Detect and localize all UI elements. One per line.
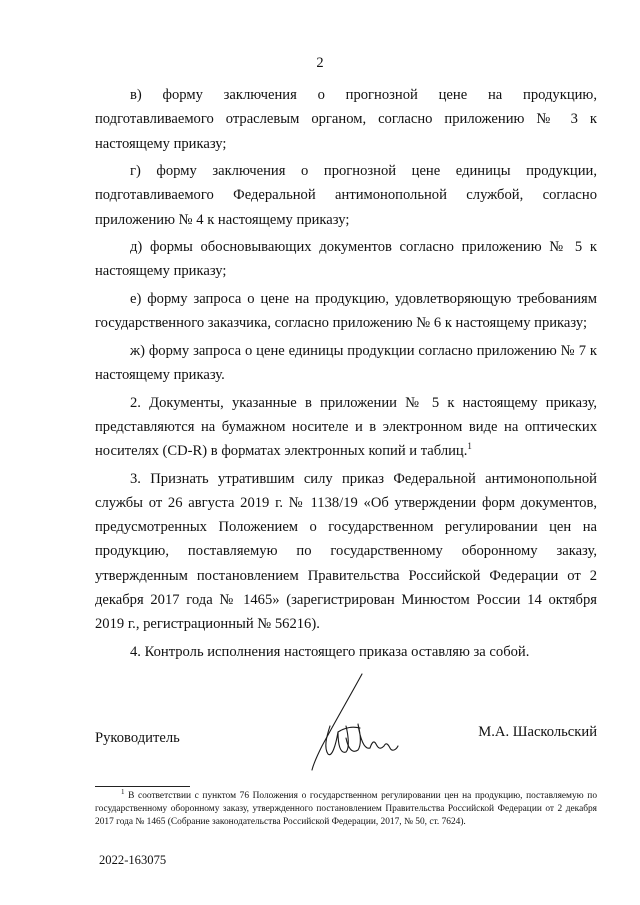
footnote-divider — [95, 786, 190, 787]
footnote — [95, 787, 598, 828]
footnote-marker: 1 — [121, 787, 125, 796]
paragraph-item-g: г) форму заключения о прогнозной цене единицы продукции, подготавливаемого Федеральной антимонопольной службой, согласно приложению № 4 к настоящему приказу; — [95, 163, 597, 228]
signature-block — [95, 724, 597, 760]
paragraph-item-v: в) форму заключения о прогнозной цене на продукцию, подготавливаемого отраслевым органом, согласно приложению № 3 к настоящему приказу; — [95, 87, 597, 152]
document-body — [95, 83, 597, 667]
footnote-text: В соответствии с пунктом 76 Положения о государственном регулировании цен на продукцию, поставляемую по государственному оборонному заказу, утвержденного постановлением Правительства Российской Федерации от 2 декабря 2017 года № 1465 (Собрание законодательства Российской Федерации, 2017, № 50, ст. 7624). — [95, 791, 598, 827]
document-code: 2022-163075 — [99, 853, 167, 867]
page-number: 2 — [316, 55, 324, 71]
signatory-title: Руководитель — [95, 730, 180, 746]
paragraph-item-zh: ж) форму запроса о цене единицы продукции согласно приложению № 7 к настоящему приказу. — [95, 342, 597, 384]
paragraph-clause-2-text: 2. Документы, указанные в приложении № 5 к настоящему приказу, представляются на бумажном носителе и в электронном виде на оптических носителях (CD-R) в форматах электронных копий и таблиц. — [95, 394, 597, 460]
paragraph-clause-3: 3. Признать утратившим силу приказ Федеральной антимонопольной службы от 26 августа 2019 г. № 1138/19 «Об утверждении форм документов, предусмотренных Положением о государственном регулировании цен на продукцию, поставляемую по государственному оборонному заказу, утвержденным постановлением Правительства Российской Федерации от 2 декабря 2017 года № 1465» (зарегистрирован Минюстом России 14 октября 2019 г., регистрационный № 56216). — [95, 470, 597, 633]
handwritten-signature — [300, 668, 410, 778]
paragraph-clause-2 — [95, 391, 597, 464]
paragraph-item-d: д) формы обосновывающих документов согласно приложению № 5 к настоящему приказу; — [95, 239, 597, 280]
paragraph-item-e: е) форму запроса о цене на продукцию, удовлетворяющую требованиям государственного заказчика, согласно приложению № 6 к настоящему приказу; — [95, 290, 597, 332]
paragraph-clause-4: 4. Контроль исполнения настоящего приказа оставляю за собой. — [130, 643, 530, 660]
signatory-name: М.А. Шаскольский — [478, 724, 597, 740]
footnote-reference[interactable]: 1 — [467, 441, 472, 452]
